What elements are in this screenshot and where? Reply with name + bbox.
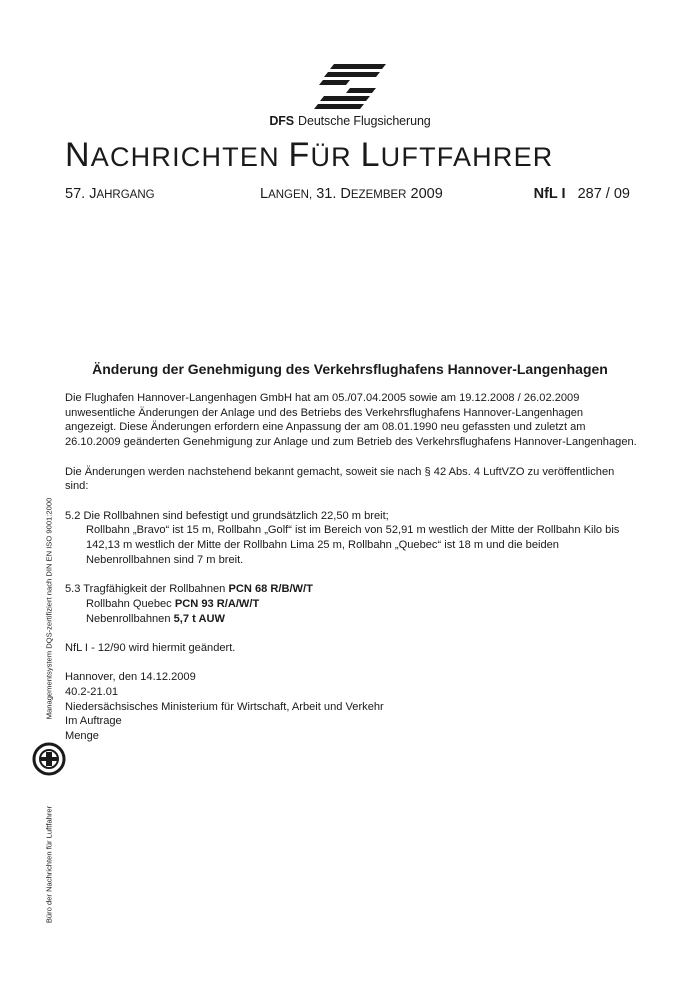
item-5-2-heading: 5.2 Die Rollbahnen sind befestigt und grundsätzlich 22,50 m breit;: [65, 509, 389, 522]
brand-line: [0, 114, 700, 128]
item-5-2-details: Rollbahn „Bravo“ ist 15 m, Rollbahn „Golf“ ist im Bereich von 52,91 m westlich der Mitte der Rollbahn Kilo bis 142,13 m westlich der Mitte der Rollbahn Lima 25 m, Rollbahn „Quebec“ ist 18 m und die beiden Nebenrollbahnen sind 7 m breit.: [86, 524, 620, 566]
certification-text: Managementsystem DQS-zertifiziert nach DIN EN ISO 9001:2000: [44, 497, 54, 720]
sidebar: [28, 490, 70, 930]
publication-title: NACHRICHTEN FÜR LUFTFAHRER: [65, 136, 554, 174]
volume-label: 57. JAHRGANG: [65, 186, 155, 202]
item-5-3-line: 5.3 Tragfähigkeit der Rollbahnen PCN 68 R/B/W/T: [65, 583, 313, 596]
signature-place-date: Hannover, den 14.12.2009: [65, 671, 196, 684]
office-text: Büro der Nachrichten für Luftfahrer: [44, 805, 54, 924]
amendment-note: NfL I - 12/90 wird hiermit geändert.: [65, 641, 236, 654]
signature-authority: Im Auftrage: [65, 715, 122, 728]
dqs-certification-seal-icon: [32, 742, 66, 776]
issue-date: LANGEN, 31. DEZEMBER 2009: [260, 186, 443, 202]
publication-paragraph: Die Änderungen werden nachstehend bekannt gemacht, soweit sie nach § 42 Abs. 4 LuftVZO zu veröffentlichen sind:: [65, 465, 615, 493]
signature-reference: 40.2-21.01: [65, 685, 119, 698]
signature-name: Menge: [65, 730, 99, 743]
document-body: [65, 391, 637, 744]
brand-abbreviation: DFS: [269, 114, 295, 128]
signature-ministry: Niedersächsisches Ministerium für Wirtschaft, Arbeit und Verkehr: [65, 700, 384, 713]
issue-number: [534, 186, 630, 202]
brand-name: Deutsche Flugsicherung: [298, 114, 431, 128]
document-heading: Änderung der Genehmigung des Verkehrsflughafens Hannover-Langenhagen: [92, 361, 608, 377]
intro-paragraph: Die Flughafen Hannover-Langenhagen GmbH hat am 05./07.04.2005 sowie am 19.12.2008 / 26.02.2009 unwesentliche Änderungen der Anlage und des Betriebs des Verkehrsflughafens Hannover-Langenhagen angezeigt. Diese Änderungen erfordern eine Anpassung der am 08.01.1990 neu gefassten und zuletzt am 26.10.2009 geänderten Genehmigung zur Anlage und zum Betrieb des Verkehrsflughafens Hannover-Langenhagen.: [65, 392, 637, 449]
item-5-3-nebenrollbahnen: Nebenrollbahnen 5,7 t AUW: [86, 612, 225, 625]
issue-label: NfL I: [533, 186, 566, 202]
issue-number-value: 287 / 09: [577, 186, 630, 202]
dfs-logo-icon: [312, 62, 388, 112]
item-5-3-quebec: Rollbahn Quebec PCN 93 R/A/W/T: [86, 597, 260, 610]
